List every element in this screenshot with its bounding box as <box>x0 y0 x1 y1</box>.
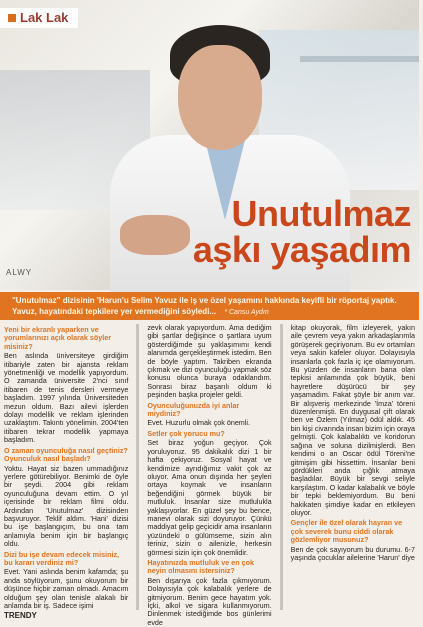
lead-text: "Unutulmaz" dizisinin 'Harun'u Selim Yavuz ile iş ve özel yaşamını hakkında keyifli bir röportaj yaptık. Yavuz, hayatındaki tepkilere yer vermediğini söyledi... <box>12 296 397 316</box>
magazine-footer: TRENDY <box>4 611 37 620</box>
lead-paragraph <box>0 292 419 320</box>
column-divider <box>280 324 283 610</box>
headline-line-1: Unutulmaz <box>231 193 411 234</box>
interview-question: O zaman oyunculuğa nasıl geçtiniz? Oyunculuk nasıl başladı? <box>4 445 128 464</box>
interview-question: Dizi bu işe devam edecek misiniz, bu kararı verdiniz mi? <box>4 549 120 567</box>
interview-answer: Ben dışarıya çok fazla çıkmıyorum. Dolayısıyla çok kalabalık yerlere de gitmiyorum. Benim gece hayatım yok. İçki, alkol ve sigara kullanmıyorum. Dinlenmek istediğimde bos günlerimi evde <box>147 575 272 627</box>
interview-question: Yeni bir ekranlı yaparken ve yorumlarınızı açık olarak söyler misiniz? <box>4 325 112 351</box>
lab-shelf <box>300 56 419 62</box>
headline <box>192 193 411 270</box>
interview-answer: kitap okuyorak, film izleyerek, yakın aile çevrem veya yakın arkadaşlarımla görüşerek geçiriyorum. Bu ev ortamları veya sakin kafeler oluyor. Dolayısıyla insanlarla çok fazla iç içe olamıyorum. Bu yüzden de insanların bana olan tepkisi anlamında çok büyük, beni hayretlere düşürücü bir şey yaşamadım. Fakat şöyle bir anım var. Bir alışveriş merkezinde 'İmza' töreni düzenlenmişti. En duygusal çift olarak ben ve Özlem (Yılmaz) ödül aldık. 45 bin kişi civarında insan bizim için oraya gelmişti. Çok kalabalıktı ve koridorun sağına ve soluna dizilmişlerdi. Ben kendimi o an Oscar ödül Töreni'ne gitmişim gibi hissettim. İnsanlar beni gördükleri anda çığlık atmaya başladılar. Büyük bir sevgi seliyle karşılaştım. O kadar kalabalık ve böyle bir tepki beklemiyordum. Bu beni hakikaten şimdiye kadar en etkileyen oluyor. <box>290 323 415 517</box>
interview-answer: Ben aslında üniversiteye girdiğim itibariyle zaten bir ajansta reklam yönetmenliği ve modellik yapıyordum. O zamanda üniversite 2'nci sınıf itibaren de tenis dersleri vermeye başladım. 1997 yılında Üniversiteden mezun oldum. Bazı ailevi işlerden dolayı modellik ve reklam işlerinden uzaklaştım. Takıntı yönelimin. 2004'ten itibaren tekrar modellik yapmaya başladım. <box>4 351 129 445</box>
interview-answer: Ben de çok sayıyorum bu durumu. 6-7 yaşında çocuklar ailelerine 'Harun' diye <box>290 544 415 562</box>
article-column-1 <box>4 324 128 610</box>
section-bullet-icon <box>8 14 16 22</box>
person-face <box>178 45 262 150</box>
author-byline: * Cansu Aydın <box>224 309 269 316</box>
interview-question: Gençler ile özel olarak hayran ve çok severek bunu ciddi olarak gözlemliyor musunuz? <box>290 518 403 545</box>
interview-question: Hayatınızda mutluluk ve en çok neyin olmasını istersiniz? <box>147 557 254 576</box>
interview-question: Setler çok yorucu mu? <box>147 428 225 438</box>
author-name: Cansu Aydın <box>229 309 269 316</box>
article-column-2 <box>147 323 272 627</box>
article-column-3 <box>291 324 415 610</box>
interview-answer: Evet. Huzurlu olmak çok önemli. <box>147 418 250 428</box>
section-tag <box>0 8 78 28</box>
photo-credit: ALWY <box>6 268 33 277</box>
cover-photo <box>0 0 419 290</box>
interview-answer: Evet. Yani aslında benim kafamda; şu anda söylüyorum, şunu okuyorum bir düşünce hiçbir zaman olmadı. Amacım olduğum şey olan tenisle alakalı bir anlamda bir iş. Sadece işimi <box>4 567 129 610</box>
column-divider <box>136 324 139 610</box>
interview-answer: zevk olarak yapıyordum. Ama dediğim gibi şartlar değişince o şartlara uyum gösterdiğimde şu yaklaşımımı kendi alanımda gerçekleştirmek istedim. Ben de böyle yaptım. Takriben ekranda çıkmak ve dizi oyunculuğu yapmak söz konusu olunca buraya odaklandım. Sonrası biraz başarılı oldum ki peşinden başka projeler geldi. <box>147 323 272 400</box>
interview-answer: Set biraz yoğun geçiyor. Çok yoruluyoruz. 95 dakikalık dizi 1 bir hafta çekiyoruz. Sosyal hayat ve kendimize ayrıdığımız vakit çok az oluyor. Ama onun dışında her şeyleri ortaya koymak ve insanların beğendiğini görmek büyük bir mutluluk. İnsanlar size mutlulukla yaklaşıyorlar. En güzel şey bu bence, manevi olarak sizi doyuruyor. Çünkü maddiyat gelip geçicidir ama insanların yüzündeki o gülümseme, sizin alın teriniz, sizin o ailenizle, herkesin görmesi sizin için çok önemlidir. <box>147 438 272 557</box>
section-label: Lak Lak <box>20 10 69 25</box>
person-hand <box>120 215 190 255</box>
interview-answer: Yoktu. Hayat siz bazen ummadığınız yerlere götürebiliyor. Benimki de öyle bir şeydi. 2004 gibi reklam oyunculuğuna devam ettim. O yıl içerisinde bir reklam filmi oldu. Ardından 'Unutulmaz' dizisinden başvuruyor. Teklif aldım. 'Hani' dizisi bu işe başlangıçım, bu ona tam anlamıyla benim için bir başlangıç oldu. <box>4 463 129 549</box>
headline-line-2: aşkı yaşadım <box>192 229 411 270</box>
interview-question: Oyunculuğunuzda iyi anlar miydiniz? <box>147 400 240 419</box>
